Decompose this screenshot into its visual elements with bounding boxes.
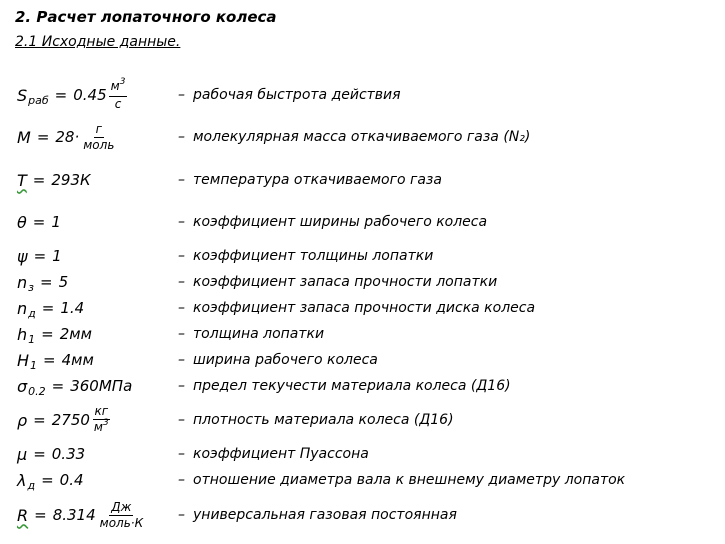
subscript: д xyxy=(28,306,36,320)
equals-sign: = xyxy=(32,171,46,189)
equals-sign: = xyxy=(34,506,47,524)
symbol: n xyxy=(17,272,28,292)
unit-numerator: кг xyxy=(94,403,109,418)
equals-sign: = xyxy=(51,377,65,395)
section-title: 2. Расчет лопаточного колеса xyxy=(15,8,277,26)
subsection-title: 2.1 Исходные данные. xyxy=(15,34,181,50)
equals-sign: = xyxy=(33,247,47,265)
equals-sign: = xyxy=(41,299,55,317)
param-row-rho xyxy=(0,405,725,435)
equals-sign: = xyxy=(36,128,50,146)
unit-fraction xyxy=(98,501,145,530)
dash: – xyxy=(178,248,185,264)
param-row-s-rab xyxy=(0,76,725,111)
symbol: h xyxy=(17,324,28,344)
description: рабочая быстрота действия xyxy=(193,87,401,103)
dash: – xyxy=(178,300,185,316)
formula xyxy=(17,500,145,530)
formula xyxy=(17,371,132,401)
dash: – xyxy=(178,507,185,523)
subscript: 0.2 xyxy=(28,384,46,398)
subscript: раб xyxy=(28,93,49,107)
equals-sign: = xyxy=(41,471,54,489)
description: ширина рабочего колеса xyxy=(193,352,378,368)
dash: – xyxy=(178,172,185,188)
formula xyxy=(17,207,61,237)
symbol: S xyxy=(17,85,28,105)
dash: – xyxy=(178,472,185,488)
dash: – xyxy=(178,87,185,103)
formula xyxy=(17,122,116,152)
unit-numerator: м xyxy=(110,78,120,93)
param-row-sigma xyxy=(0,371,725,401)
value: 4мм xyxy=(61,351,94,369)
param-row-theta xyxy=(0,207,725,237)
dash: – xyxy=(178,412,185,428)
formula xyxy=(17,165,91,195)
description: коэффициент запаса прочности диска колеса xyxy=(193,300,536,316)
equals-sign: = xyxy=(43,351,56,369)
symbol: λ xyxy=(17,470,27,490)
value: 1 xyxy=(51,213,61,231)
dash: – xyxy=(178,274,185,290)
symbol: n xyxy=(17,298,28,318)
description: плотность материала колеса (Д16) xyxy=(193,412,454,428)
unit-numerator: Дж xyxy=(111,499,132,514)
unit-denominator: с xyxy=(114,96,122,111)
dash: – xyxy=(178,326,185,342)
unit-denominator: моль·К xyxy=(99,515,144,530)
symbol: ρ xyxy=(17,410,28,430)
value: 8.314 xyxy=(52,506,96,524)
description: коэффициент ширины рабочего колеса xyxy=(193,214,488,230)
description: универсальная газовая постоянная xyxy=(193,507,457,523)
equals-sign: = xyxy=(40,273,53,291)
description: коэффициент толщины лопатки xyxy=(193,248,434,264)
value: 1 xyxy=(52,247,62,265)
param-row-lambda xyxy=(0,465,725,495)
param-row-t xyxy=(0,165,725,195)
equals-sign: = xyxy=(33,411,46,429)
value: 2мм xyxy=(59,325,92,343)
symbol: θ xyxy=(17,212,27,232)
formula xyxy=(17,76,127,111)
param-row-m xyxy=(0,122,725,152)
description: предел текучести материала колеса (Д16) xyxy=(193,378,511,394)
value: 5 xyxy=(58,273,69,291)
description: отношение диаметра вала к внешнему диаметру лопаток xyxy=(193,472,626,488)
symbol: μ xyxy=(17,444,28,464)
value: 2750 xyxy=(51,411,90,429)
subscript: 1 xyxy=(30,358,38,372)
value: 0.4 xyxy=(59,471,84,489)
unit-denominator-power: 3 xyxy=(102,417,109,428)
formula xyxy=(17,405,111,435)
subscript: з xyxy=(28,280,34,294)
symbol: R xyxy=(17,505,29,525)
symbol: T xyxy=(17,170,27,190)
dash: – xyxy=(178,214,185,230)
unit-fraction xyxy=(109,76,128,111)
unit-numerator: г xyxy=(95,121,102,136)
dash: – xyxy=(178,352,185,368)
dash: – xyxy=(178,378,185,394)
description: молекулярная масса откачиваемого газа (N₂) xyxy=(193,129,531,145)
symbol: ψ xyxy=(17,246,28,266)
equals-sign: = xyxy=(54,86,68,104)
subscript: 1 xyxy=(28,332,36,346)
symbol: H xyxy=(17,350,30,370)
param-row-r xyxy=(0,500,725,530)
description: коэффициент Пуассона xyxy=(193,446,369,462)
unit-denominator: м xyxy=(93,419,103,434)
description: толщина лопатки xyxy=(193,326,325,342)
value: 0.33 xyxy=(51,445,86,463)
equals-sign: = xyxy=(33,445,46,463)
description: температура откачиваемого газа xyxy=(193,172,442,188)
subscript: д xyxy=(27,478,36,492)
description: коэффициент запаса прочности лопатки xyxy=(193,274,498,290)
unit-denominator: моль xyxy=(83,137,115,152)
equals-sign: = xyxy=(32,213,46,231)
unit-fraction xyxy=(92,405,111,436)
value: 360МПа xyxy=(70,377,133,395)
value: 28· xyxy=(55,128,80,146)
dash: – xyxy=(178,446,185,462)
value: 293К xyxy=(51,171,91,189)
symbol: σ xyxy=(17,376,28,396)
formula xyxy=(17,465,84,495)
unit-numerator-power: 3 xyxy=(119,76,126,87)
symbol: M xyxy=(17,127,31,147)
value: 1.4 xyxy=(60,299,85,317)
equals-sign: = xyxy=(41,325,54,343)
value: 0.45 xyxy=(73,86,107,104)
dash: – xyxy=(178,129,185,145)
unit-fraction xyxy=(81,123,116,152)
